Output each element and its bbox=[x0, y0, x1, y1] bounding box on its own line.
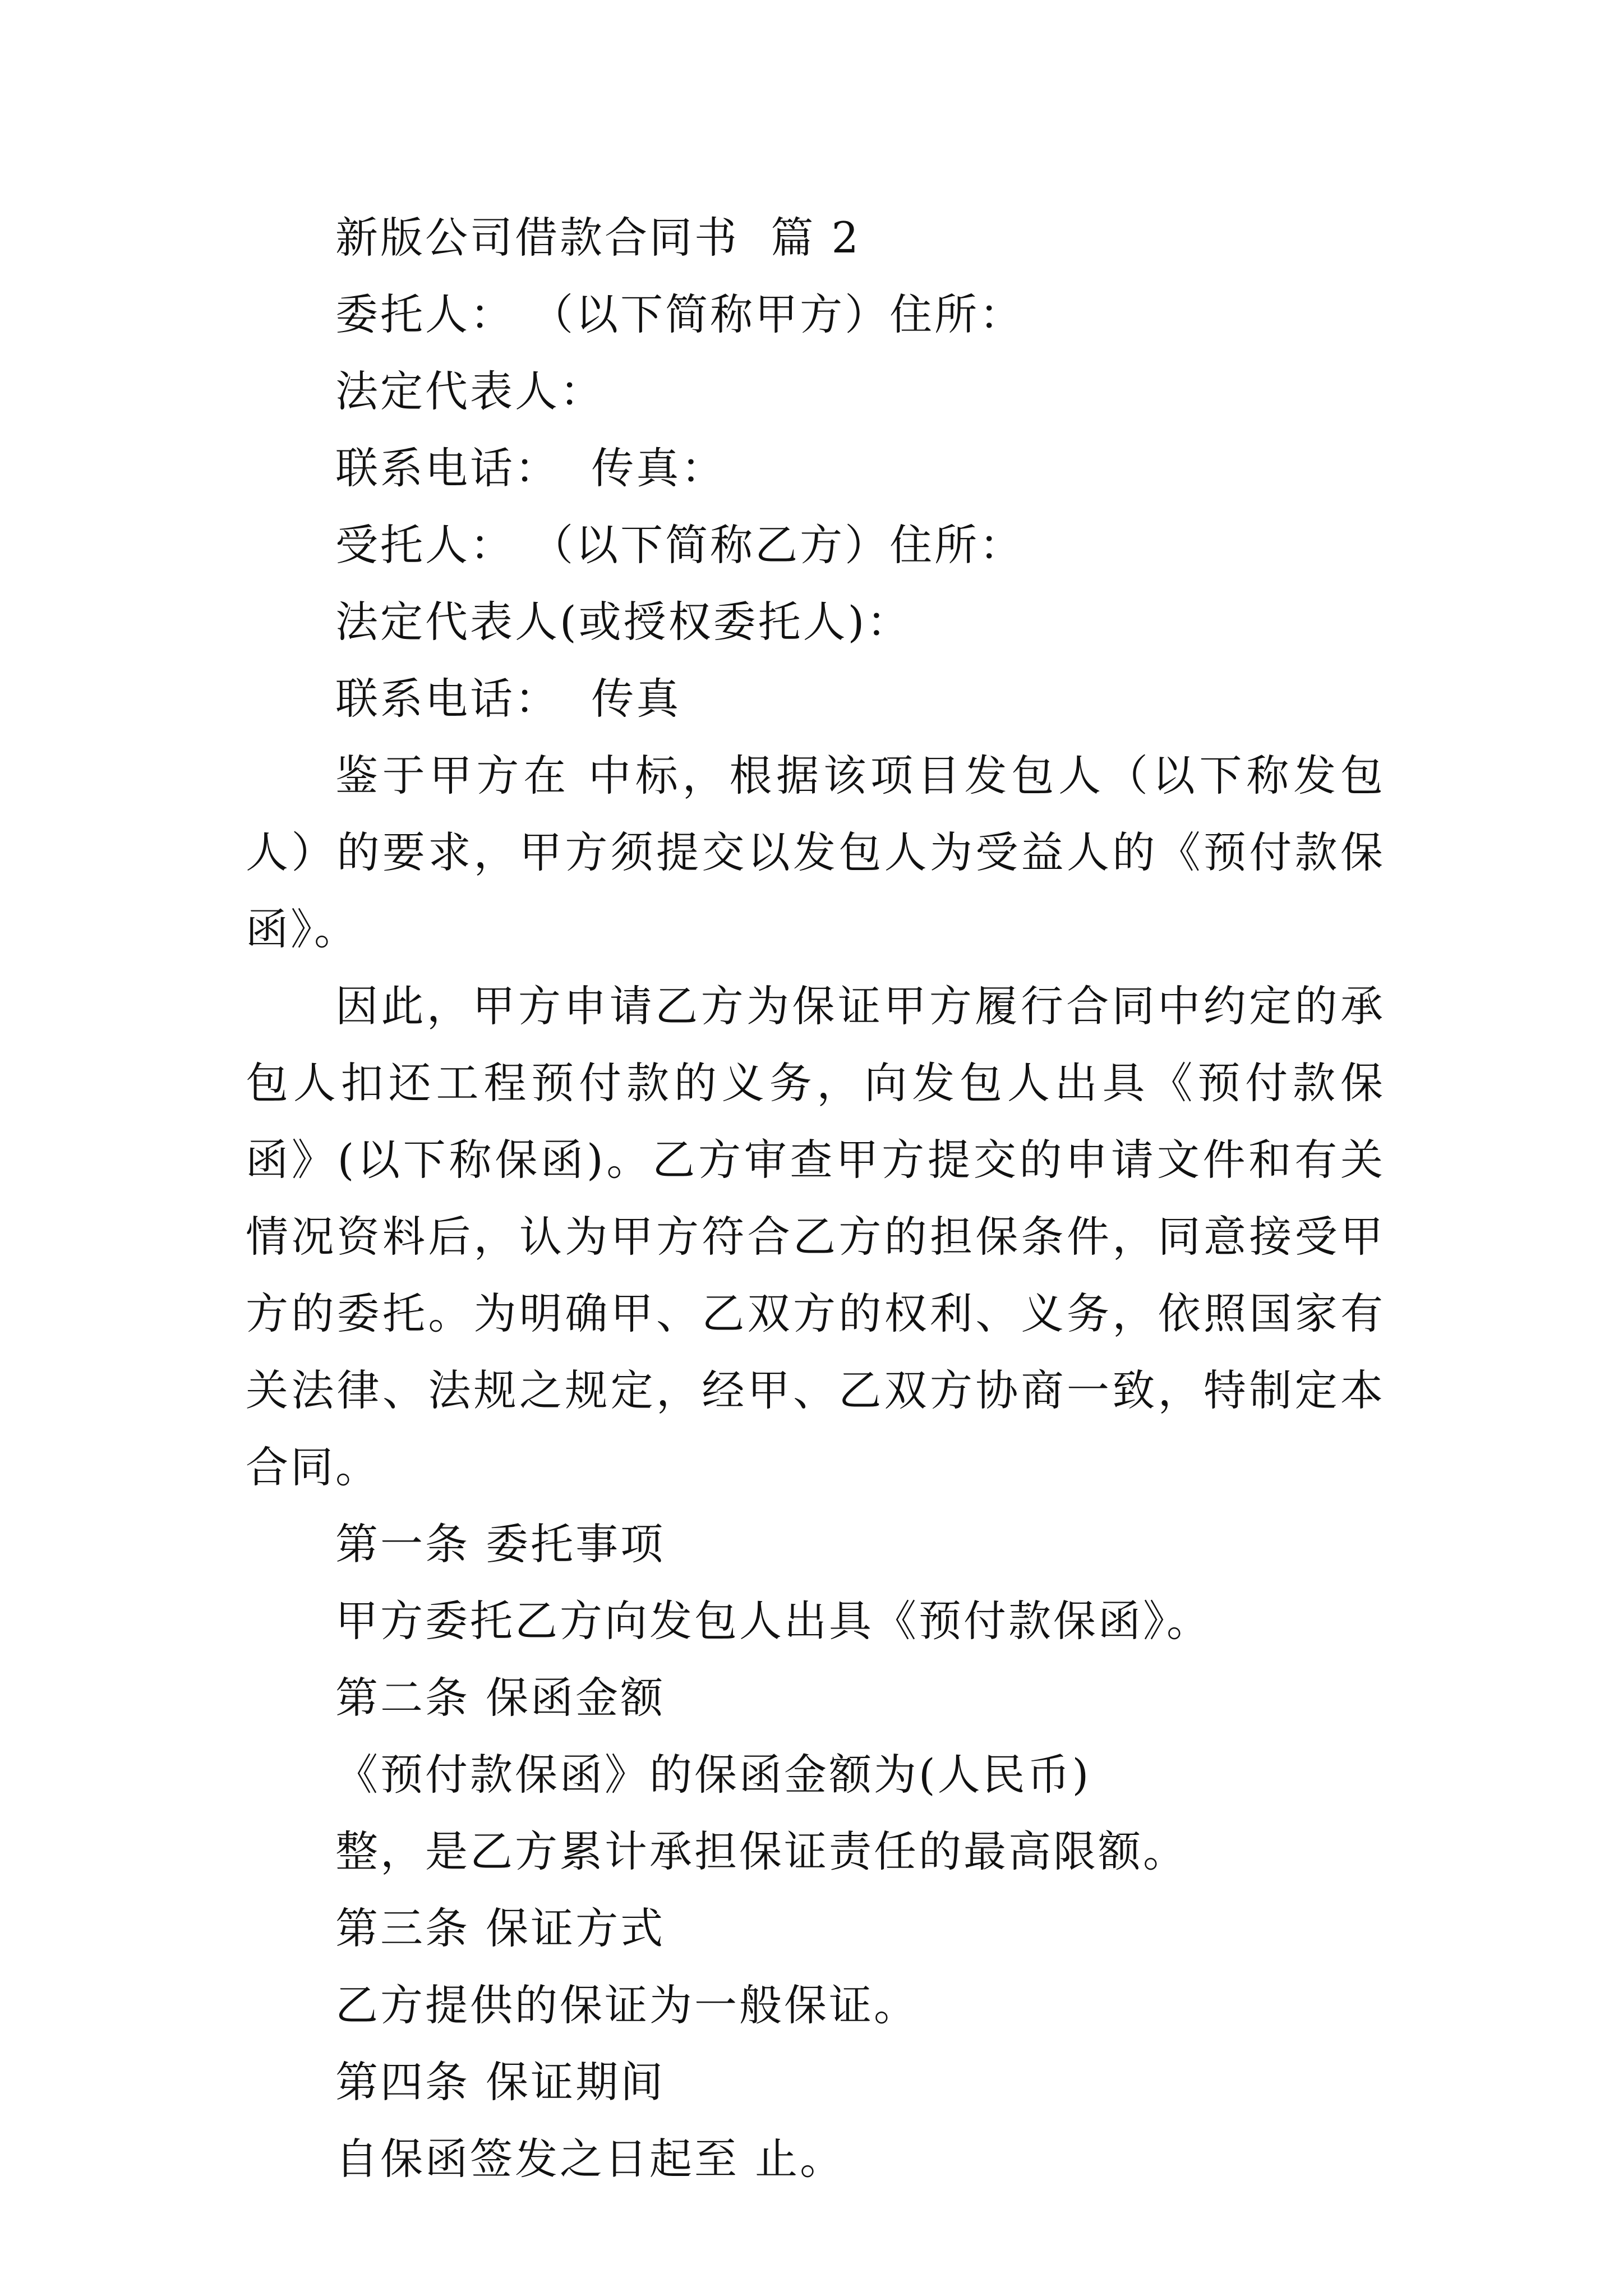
client-line: 委托人： （以下简称甲方）住所： bbox=[335, 289, 1025, 339]
article-4-body: 自保函签发之日起至 止。 bbox=[335, 2134, 845, 2184]
article-4-title: 第四条 保证期间 bbox=[335, 2057, 666, 2107]
purpose-paragraph: 因此，甲方申请乙方为保证甲方履行合同中约定的承包人扣还工程预付款的义务，向发包人出具《预付款保函》(以下称保函)。乙方审查甲方提交的申请文件和有关情况资料后，认为甲方符合乙方的担保条件，同意接受甲方的委托。为明确甲、乙双方的权利、义务，依照国家有关法律、法规之规定，经甲、乙双方协商一致，特制定本合同。 bbox=[246, 981, 1385, 1492]
article-1-body: 甲方委托乙方向发包人出具《预付款保函》。 bbox=[335, 1596, 1211, 1646]
preamble-paragraph: 鉴于甲方在 中标，根据该项目发包人（以下称发包人）的要求，甲方须提交以发包人为受益人的《预付款保函》。 bbox=[246, 751, 1385, 954]
trustee-contact-line: 联系电话： 传真 bbox=[335, 674, 681, 724]
trustee-line: 受托人： （以下简称乙方）住所： bbox=[335, 520, 1025, 570]
client-contact-line: 联系电话： 传真： bbox=[335, 443, 726, 493]
article-3-body: 乙方提供的保证为一般保证。 bbox=[335, 1980, 919, 2030]
trustee-representative-line: 法定代表人(或授权委托人)： bbox=[335, 597, 912, 647]
document-body bbox=[246, 199, 1385, 2197]
client-representative-line: 法定代表人： bbox=[335, 366, 605, 416]
article-2-body-line-1: 《预付款保函》的保函金额为(人民币) bbox=[335, 1750, 1091, 1800]
article-1-title: 第一条 委托事项 bbox=[335, 1519, 666, 1569]
article-2-title: 第二条 保函金额 bbox=[335, 1673, 666, 1723]
document-title: 新版公司借款合同书 篇 2 bbox=[335, 213, 861, 263]
article-2-body-line-2: 整，是乙方累计承担保证责任的最高限额。 bbox=[335, 1826, 1188, 1876]
article-3-title: 第三条 保证方式 bbox=[335, 1903, 666, 1953]
